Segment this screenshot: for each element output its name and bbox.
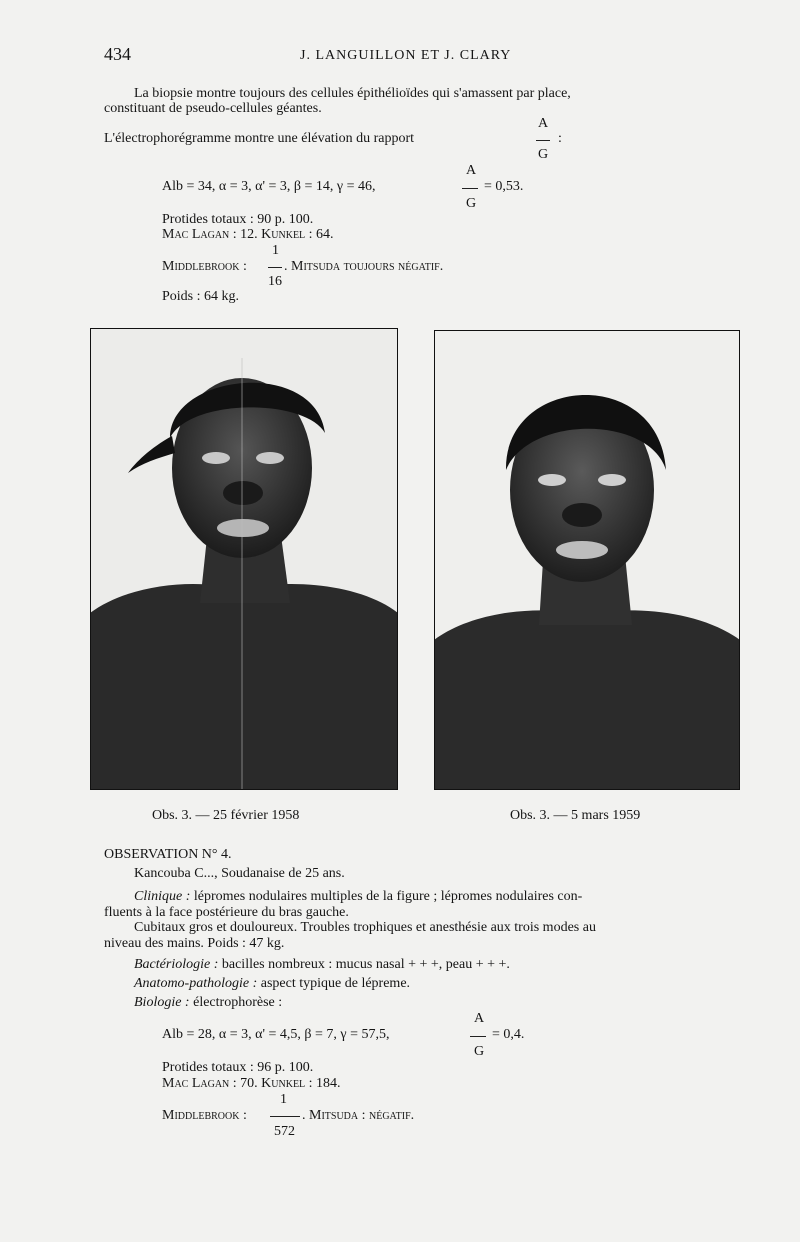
clinique-label: Clinique :	[134, 889, 191, 904]
portrait-photo-1959	[434, 330, 740, 790]
obs3-middlebrook-numerator: 1	[272, 243, 279, 258]
intro-fraction-bar	[536, 140, 550, 141]
obs4-clinique-line-2: fluents à la face postérieure du bras gauche.	[104, 905, 349, 920]
obs4-fraction-bar	[470, 1036, 486, 1037]
intro-line-2: constituant de pseudo-cellules géantes.	[104, 101, 322, 116]
page-number: 434	[104, 44, 131, 64]
bacterio-text: bacilles nombreux : mucus nasal + + +, peau + + +.	[221, 957, 510, 972]
clinique-text: lépromes nodulaires multiples de la figure ; lépromes nodulaires con-	[193, 889, 583, 904]
obs4-ratio-value: = 0,4.	[492, 1027, 525, 1042]
obs4-anatomo-line	[134, 976, 410, 992]
intro-ratio-numerator: A	[538, 116, 549, 131]
obs3-middlebrook-label: Middlebrook :	[162, 259, 247, 274]
obs4-alb-line: Alb = 28, α = 3, α' = 4,5, β = 7, γ = 57,5,	[162, 1027, 390, 1042]
obs4-protides: Protides totaux : 96 p. 100.	[162, 1060, 314, 1075]
obs4-ratio-numerator: A	[474, 1011, 485, 1026]
caption-left: Obs. 3. — 25 février 1958	[152, 808, 300, 823]
obs4-clinique-line	[134, 889, 582, 905]
obs4-bacterio-line	[134, 957, 510, 973]
obs4-middlebrook-bar	[270, 1116, 300, 1117]
obs3-protides: Protides totaux : 90 p. 100.	[162, 212, 314, 227]
intro-ratio-denominator: G	[538, 147, 549, 162]
obs3-middlebrook-bar	[268, 267, 282, 268]
anatomo-text: aspect typique de lépreme.	[260, 976, 411, 991]
obs3-ratio-denominator: G	[466, 196, 477, 211]
running-title: J. LANGUILLON ET J. CLARY	[300, 48, 512, 63]
caption-right: Obs. 3. — 5 mars 1959	[510, 808, 641, 823]
obs4-patient: Kancouba C..., Soudanaise de 25 ans.	[134, 866, 345, 881]
portrait-photo-1958	[90, 328, 398, 790]
intro-line-1: La biopsie montre toujours des cellules épithélioïdes qui s'amassent par place,	[134, 86, 571, 101]
obs4-mitsuda: . Mitsuda : négatif.	[302, 1108, 415, 1123]
obs4-ratio-denominator: G	[474, 1044, 485, 1059]
obs3-ratio-value: = 0,53.	[484, 179, 524, 194]
intro-ratio-colon: :	[558, 131, 562, 146]
electrophoresis-line: L'électrophorégramme montre une élévation du rapport	[104, 131, 415, 146]
obs4-cubitaux-line-2: niveau des mains. Poids : 47 kg.	[104, 936, 285, 951]
obs4-heading: OBSERVATION N° 4.	[104, 847, 232, 862]
obs4-mac-lagan: Mac Lagan : 70. Kunkel : 184.	[162, 1076, 341, 1091]
photo-obs3-1958	[90, 328, 398, 790]
obs4-middlebrook-denominator: 572	[274, 1124, 295, 1139]
obs3-alb-line: Alb = 34, α = 3, α' = 3, β = 14, γ = 46,	[162, 179, 376, 194]
obs4-biologie-line	[134, 995, 282, 1011]
obs3-middlebrook-denominator: 16	[268, 274, 282, 289]
obs4-middlebrook-numerator: 1	[280, 1092, 287, 1107]
anatomo-label: Anatomo-pathologie :	[134, 976, 258, 991]
biologie-label: Biologie :	[134, 995, 190, 1010]
bacterio-label: Bactériologie :	[134, 957, 219, 972]
photo-obs3-1959	[434, 330, 740, 790]
obs3-fraction-bar	[462, 188, 478, 189]
obs3-poids: Poids : 64 kg.	[162, 289, 240, 304]
obs4-middlebrook-label: Middlebrook :	[162, 1108, 247, 1123]
obs3-mac-lagan: Mac Lagan : 12. Kunkel : 64.	[162, 227, 334, 242]
obs4-cubitaux-line-1: Cubitaux gros et douloureux. Troubles trophiques et anesthésie aux trois modes au	[134, 920, 596, 935]
obs3-ratio-numerator: A	[466, 163, 477, 178]
obs3-mitsuda: . Mitsuda toujours négatif.	[284, 259, 444, 274]
biologie-text: électrophorèse :	[193, 995, 283, 1010]
